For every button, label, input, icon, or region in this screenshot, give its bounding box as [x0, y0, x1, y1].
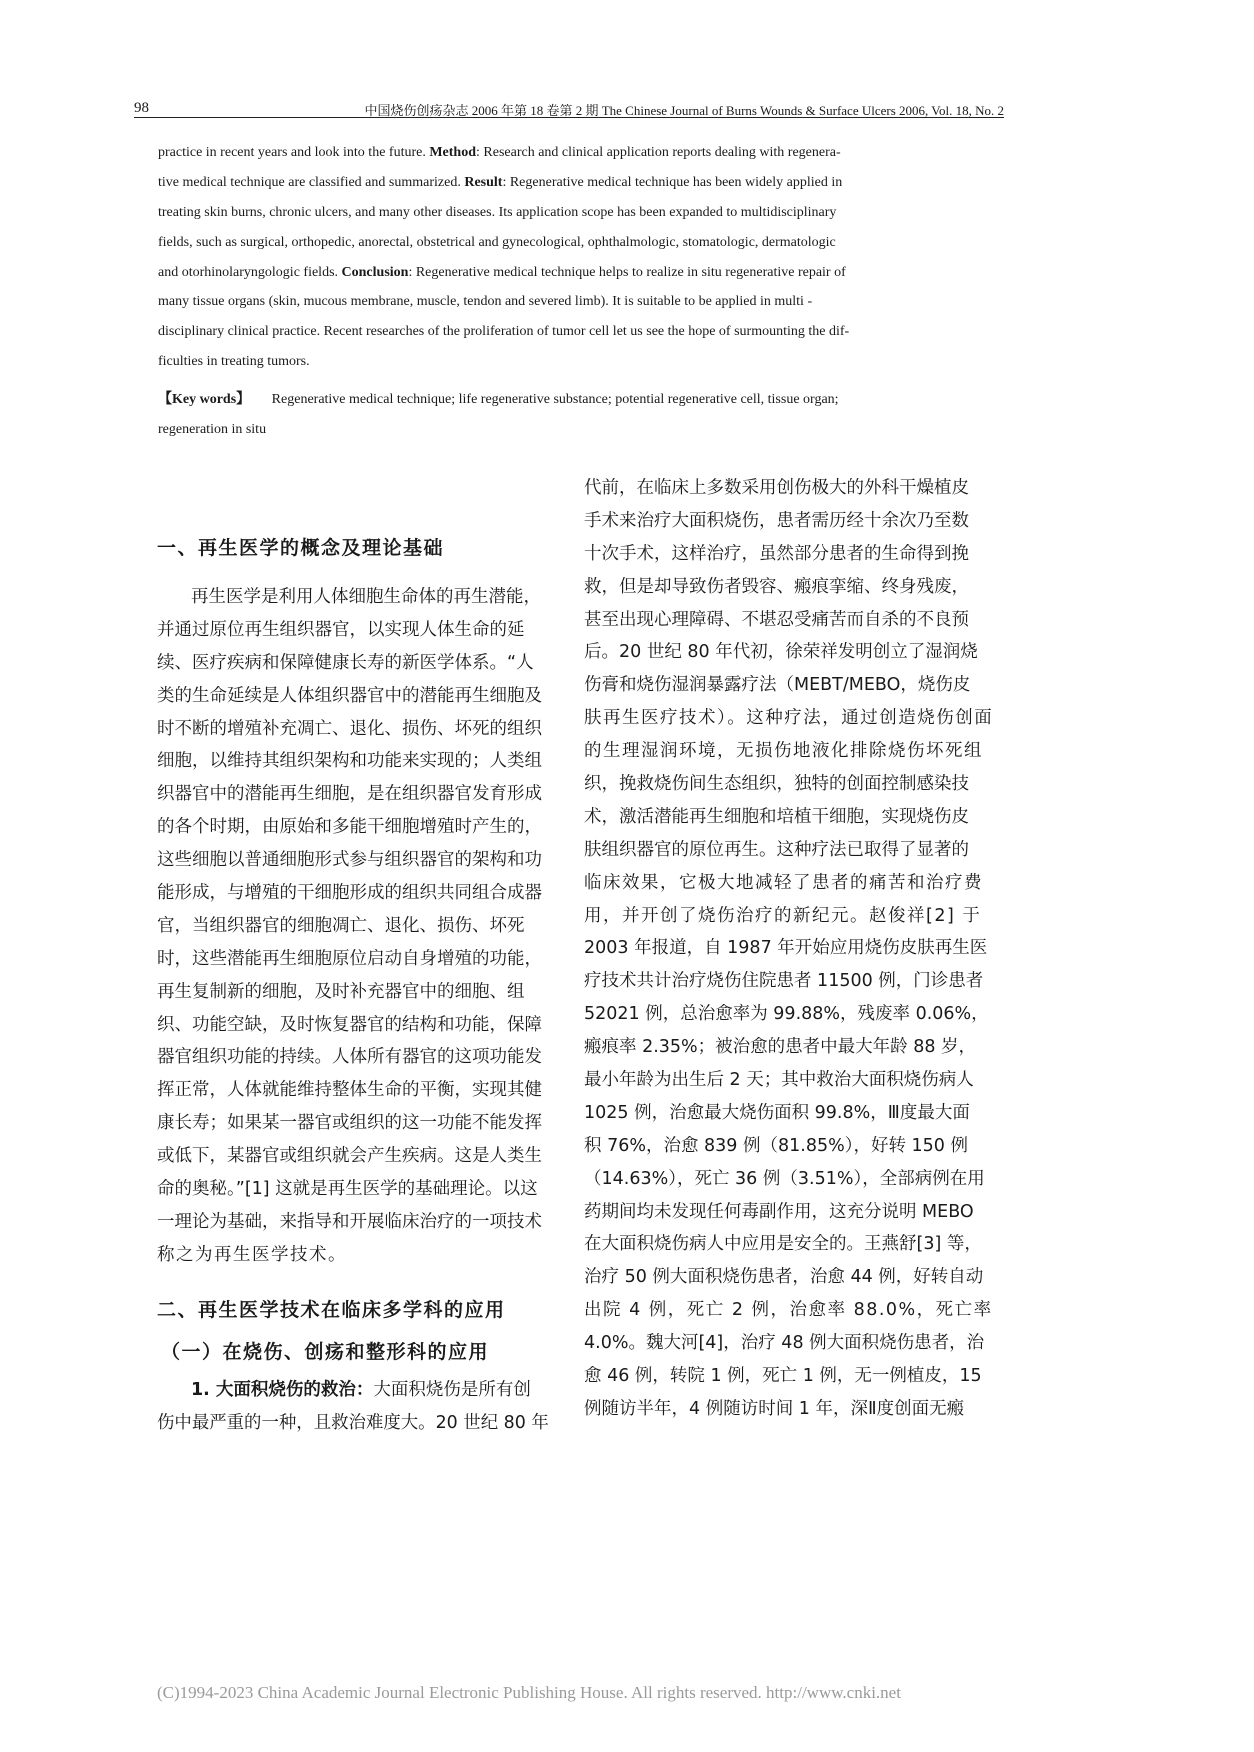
- paragraph-line: 肤组织器官的原位再生。这种疗法已取得了显著的: [584, 839, 969, 860]
- paragraph-line: 官，当组织器官的细胞凋亡、退化、损伤、坏死: [157, 915, 525, 936]
- paragraph-line: 的生理湿润环境，无损伤地液化排除烧伤坏死组: [584, 741, 983, 762]
- abstract-line: practice in recent years and look into the future. Method: Research and clinical application reports dealing with regenera-: [158, 145, 841, 160]
- paragraph-line: 织器官中的潜能再生细胞，是在组织器官发育形成: [157, 784, 542, 805]
- item-label: 1. 大面积烧伤的救治：: [191, 1379, 374, 1400]
- paragraph-line: 2003 年报道，自 1987 年开始应用烧伤皮肤再生医: [584, 938, 988, 959]
- paragraph-line: 4.0%。魏大河[4]，治疗 48 例大面积烧伤患者，治: [584, 1333, 985, 1354]
- paragraph-line: 时，这些潜能再生细胞原位启动自身增殖的功能，: [157, 948, 542, 969]
- keywords: [158, 385, 984, 445]
- paragraph-line: 再生医学是利用人体细胞生命体的再生潜能，: [191, 587, 541, 607]
- keywords-text: Regenerative medical technique; life regenerative substance; potential regenerative cell, tissue organ;: [271, 392, 839, 407]
- paragraph-line: 或低下，某器官或组织就会产生疾病。这是人类生: [157, 1146, 542, 1167]
- paragraph-line: 救，但是却导致伤者毁容、瘢痕挛缩、终身残废，: [584, 576, 969, 597]
- paragraph-line: 愈 46 例，转院 1 例，死亡 1 例，无一例植皮，15: [584, 1366, 982, 1387]
- abstract-line: many tissue organs (skin, mucous membrane, muscle, tendon and severed limb). It is suitable to be applied in multi -: [158, 294, 813, 310]
- paragraph-line: 在大面积烧伤病人中应用是安全的。王燕舒[3] 等，: [584, 1234, 982, 1255]
- paragraph-line: 积 76%，治愈 839 例（81.85%），好转 150 例: [584, 1135, 968, 1156]
- copyright-footer: (C)1994-2023 China Academic Journal Electronic Publishing House. All rights reserved. http://www.cnki.net: [157, 1683, 901, 1702]
- paragraph-line: 时不断的增殖补充凋亡、退化、损伤、坏死的组织: [157, 718, 542, 739]
- section-heading-2: 二、再生医学技术在临床多学科的应用: [157, 1298, 506, 1321]
- paragraph-line: 再生复制新的细胞，及时补充器官中的细胞、组: [157, 981, 525, 1002]
- paragraph-line: 治疗 50 例大面积烧伤患者，治愈 44 例，好转自动: [584, 1267, 984, 1288]
- paragraph-line: 代前，在临床上多数采用创伤极大的外科干燥植皮: [584, 478, 969, 498]
- paragraph-line: 出院 4 例，死亡 2 例，治愈率 88.0%，死亡率: [584, 1300, 993, 1321]
- running-header: [134, 100, 1004, 122]
- paragraph-line: （14.63%），死亡 36 例（3.51%），全部病例在用: [584, 1168, 985, 1189]
- abstract-line: and otorhinolaryngologic fields. Conclusion: Regenerative medical technique helps to realize in situ regenerative repair of: [158, 264, 846, 280]
- method-label: Method: [429, 145, 477, 160]
- paragraph-line: 细胞，以维持其组织架构和功能来实现的；人类组: [157, 751, 542, 772]
- paragraph-line: 52021 例，总治愈率为 99.88%，残废率 0.06%，: [584, 1004, 989, 1025]
- paragraph-line: 甚至出现心理障碍、不堪忍受痛苦而自杀的不良预: [584, 609, 969, 630]
- paragraph-line: 并通过原位再生组织器官，以实现人体生命的延: [157, 619, 525, 640]
- abstract: [158, 138, 984, 377]
- paragraph-line: 续、医疗疾病和保障健康长寿的新医学体系。“人: [157, 652, 534, 673]
- header-rule: [134, 117, 1004, 118]
- paragraph-line: 手术来治疗大面积烧伤，患者需历经十余次乃至数: [584, 510, 969, 531]
- section-heading-1: 一、再生医学的概念及理论基础: [157, 537, 445, 559]
- paragraph-line: 挥正常，人体就能维持整体生命的平衡，实现其健: [157, 1080, 542, 1101]
- result-label: Result: [464, 174, 503, 190]
- abstract-line: fields, such as surgical, orthopedic, anorectal, obstetrical and gynecological, ophthalmologic, stomatologic, dermatologic: [158, 234, 836, 250]
- abstract-line: disciplinary clinical practice. Recent researches of the proliferation of tumor cell let us see the hope of surmounting the dif-: [158, 324, 850, 340]
- keywords-text: regeneration in situ: [158, 422, 267, 437]
- paragraph-line: 瘢痕率 2.35%；被治愈的患者中最大年龄 88 岁，: [584, 1037, 977, 1058]
- paragraph-line: 临床效果，它极大地减轻了患者的痛苦和治疗费: [584, 872, 983, 893]
- paragraph-line: 例随访半年，4 例随访时间 1 年，深Ⅱ度创面无瘢: [584, 1398, 965, 1419]
- paragraph-line: 织，挽救烧伤间生态组织，独特的创面控制感染技: [584, 774, 969, 795]
- right-column: [584, 472, 996, 1426]
- conclusion-label: Conclusion: [341, 264, 409, 280]
- paragraph-line: 类的生命延续是人体组织器官中的潜能再生细胞及: [157, 685, 542, 706]
- paragraph-line: 康长寿；如果某一器官或组织的这一功能不能发挥: [157, 1113, 542, 1134]
- abstract-line: ficulties in treating tumors.: [158, 354, 310, 370]
- paragraph-line: 十次手术，这样治疗，虽然部分患者的生命得到挽: [584, 543, 969, 564]
- paragraph-line: 1025 例，治愈最大烧伤面积 99.8%，Ⅲ度最大面: [584, 1102, 970, 1123]
- abstract-line: tive medical technique are classified and summarized. Result: Regenerative medical technique has been widely applied in: [158, 174, 843, 190]
- paragraph-line: 伤膏和烧伤湿润暴露疗法（MEBT/MEBO，烧伤皮: [584, 675, 971, 696]
- paragraph-line: 称之为再生医学技术。: [157, 1244, 347, 1265]
- paragraph-line: 用，并开创了烧伤治疗的新纪元。赵俊祥[2] 于: [584, 905, 982, 926]
- paragraph-line: 疗技术共计治疗烧伤住院患者 11500 例，门诊患者: [584, 971, 984, 992]
- paragraph-line: 命的奥秘。”[1] 这就是再生医学的基础理论。以这: [157, 1179, 538, 1200]
- left-column: [157, 523, 549, 1439]
- paragraph-line: 后。20 世纪 80 年代初，徐荣祥发明创立了湿润烧: [584, 642, 978, 663]
- paragraph-line: 伤中最严重的一种，且救治难度大。20 世纪 80 年: [157, 1412, 549, 1433]
- paragraph-line: 能形成，与增殖的干细胞形成的组织共同组合成器: [157, 883, 542, 904]
- paragraph-line: 器官组织功能的持续。人体所有器官的这项功能发: [157, 1047, 542, 1068]
- paragraph-line: 一理论为基础，来指导和开展临床治疗的一项技术: [157, 1211, 542, 1232]
- keywords-label: 【Key words】: [158, 392, 251, 407]
- paragraph-line: 药期间均未发现任何毒副作用，这充分说明 MEBO: [584, 1201, 974, 1222]
- paragraph-line: 1. 大面积烧伤的救治：大面积烧伤是所有创: [191, 1379, 531, 1400]
- subsection-heading: （一）在烧伤、创疡和整形科的应用: [161, 1340, 490, 1363]
- paragraph-line: 这些细胞以普通细胞形式参与组织器官的架构和功: [157, 850, 542, 871]
- abstract-line: treating skin burns, chronic ulcers, and many other diseases. Its application scope has been expanded to multidisciplinary: [158, 204, 837, 220]
- paragraph-line: 的各个时期，由原始和多能干细胞增殖时产生的，: [157, 817, 542, 838]
- paragraph-line: 肤再生医疗技术）。这种疗法，通过创造烧伤创面: [584, 708, 994, 729]
- paragraph-line: 术，激活潜能再生细胞和培植干细胞，实现烧伤皮: [584, 806, 969, 827]
- running-title: 中国烧伤创疡杂志 2006 年第 18 卷第 2 期 The Chinese Journal of Burns Wounds & Surface Ulcers 2006, Vol. 18, No. 2: [364, 103, 1004, 118]
- paragraph-line: 织、功能空缺，及时恢复器官的结构和功能，保障: [157, 1014, 542, 1035]
- page-number: 98: [134, 100, 149, 116]
- paragraph-line: 最小年龄为出生后 2 天；其中救治大面积烧伤病人: [584, 1070, 974, 1091]
